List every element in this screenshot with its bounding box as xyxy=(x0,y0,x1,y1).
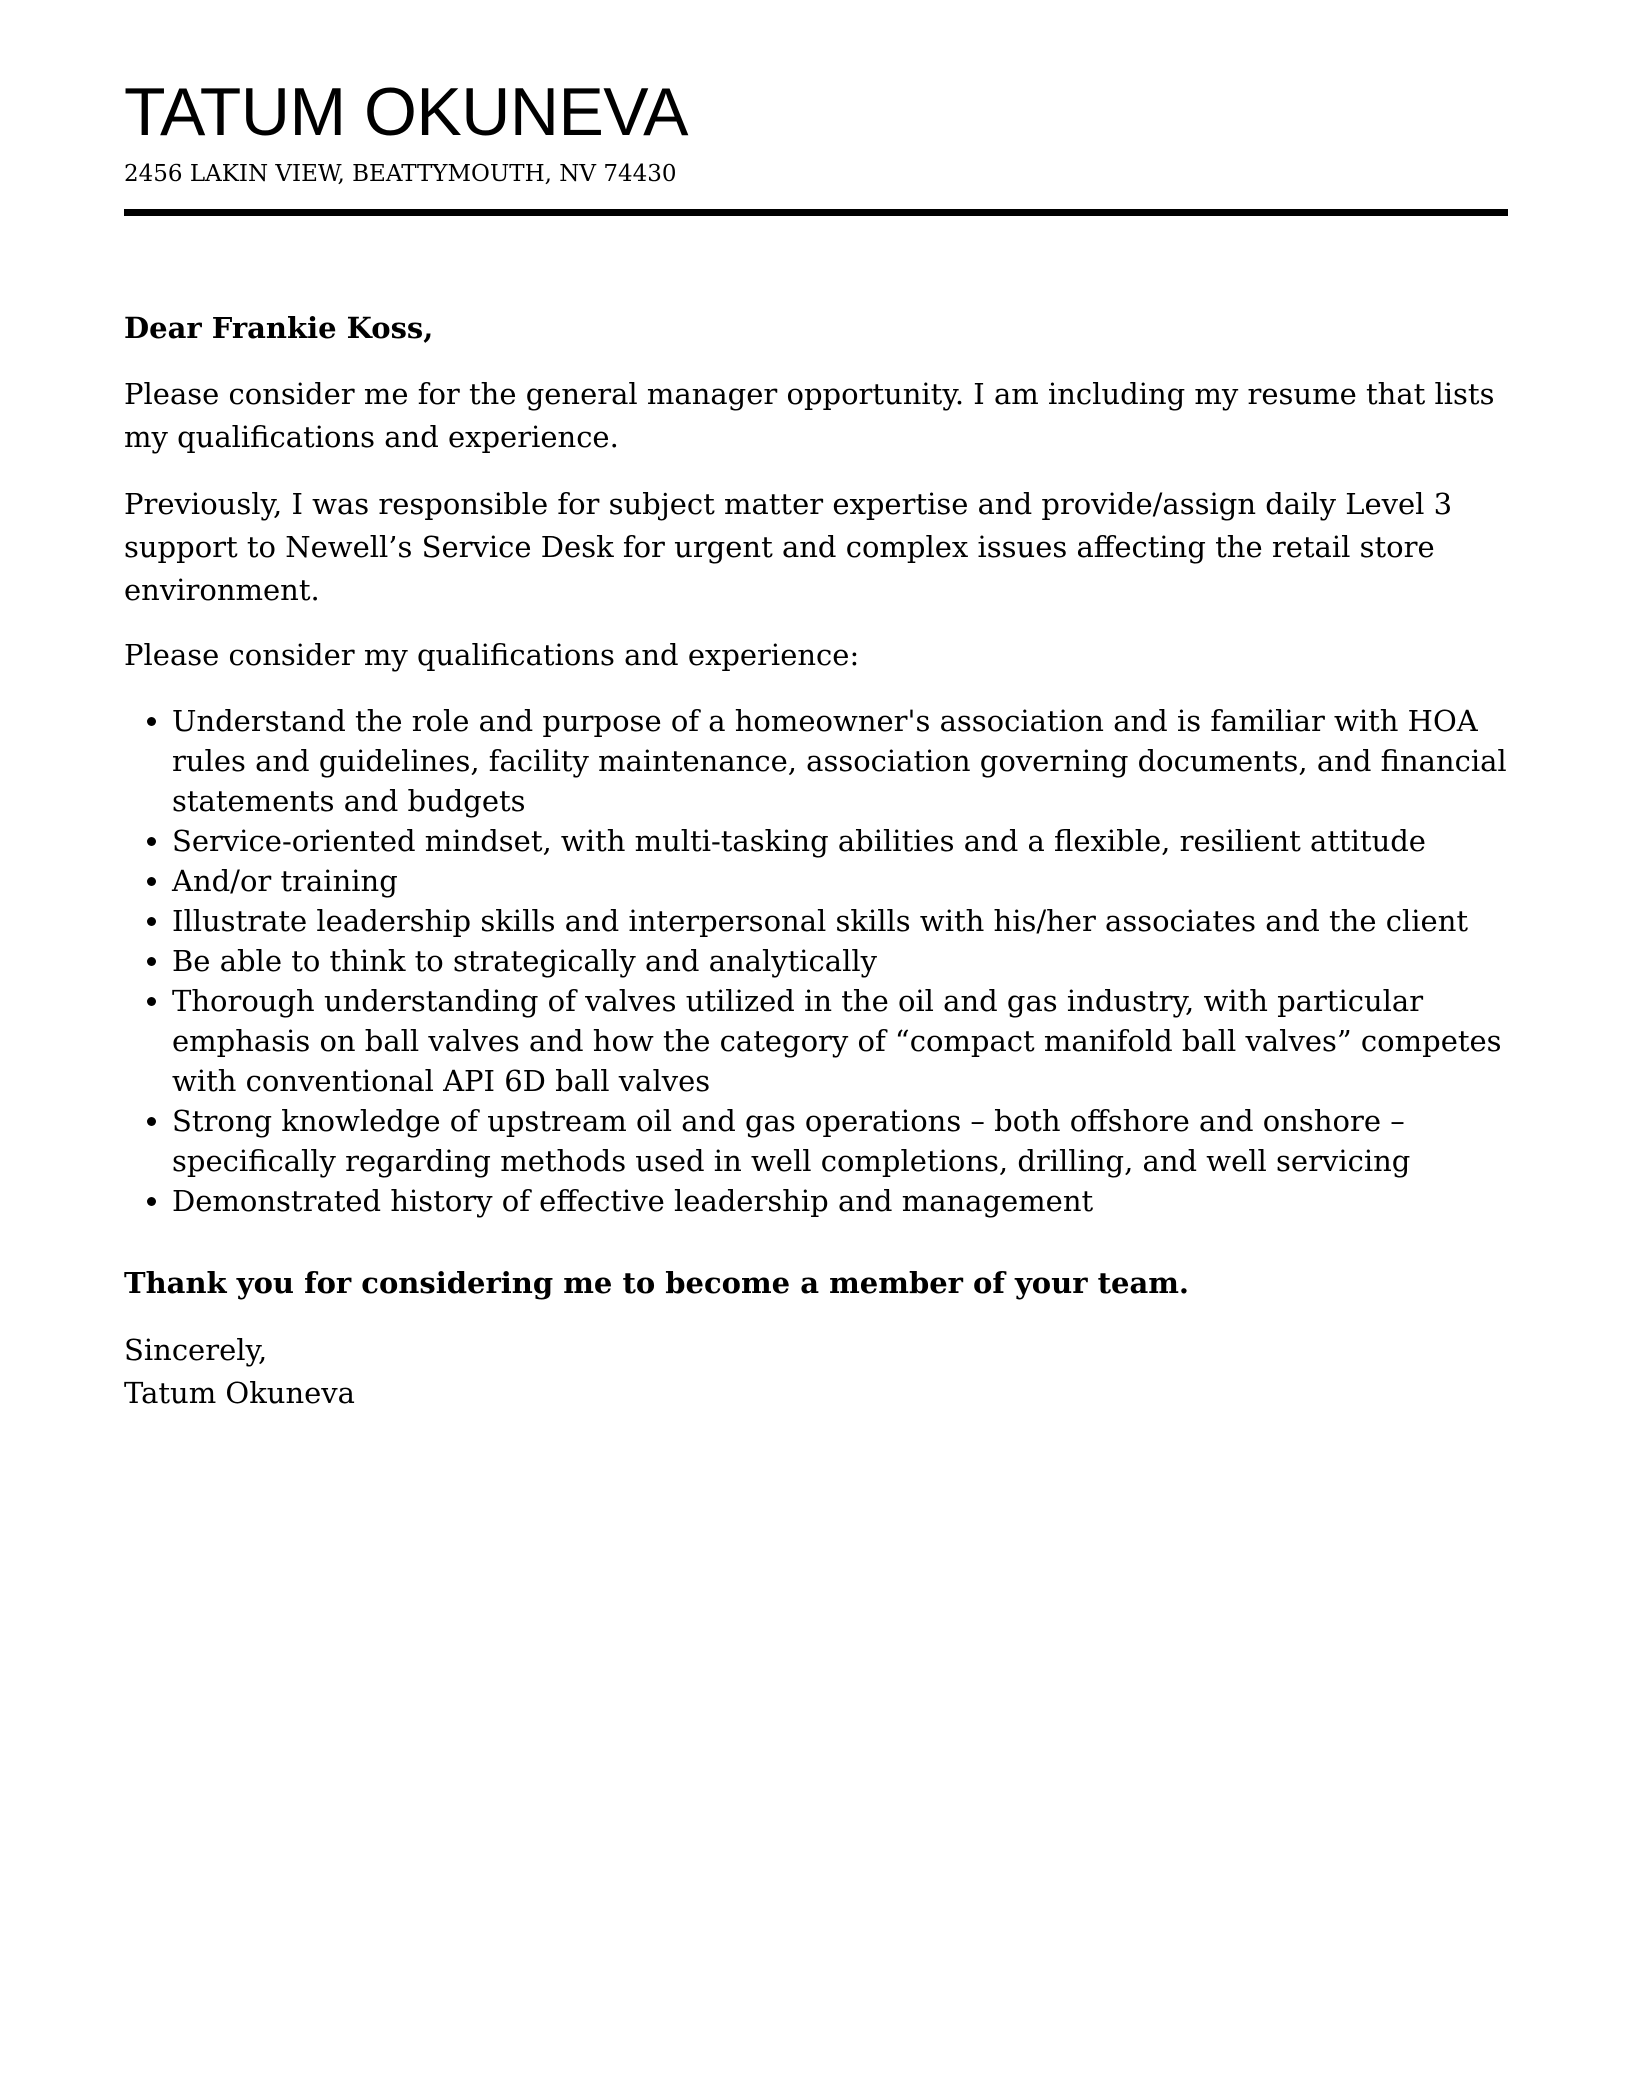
salutation: Dear Frankie Koss, xyxy=(124,310,434,345)
list-item: • And/or training xyxy=(172,861,1508,901)
letter-body xyxy=(124,311,1508,1415)
list-item: • Thorough understanding of valves utilized in the oil and gas industry, with particular emphasis on ball valves and how the category of “compact manifold ball valves” competes with conventional API 6D ball valves xyxy=(172,981,1508,1101)
list-item: • Understand the role and purpose of a homeowner's association and is familiar with HOA rules and guidelines, facility maintenance, association governing documents, and financial statements and budgets xyxy=(172,701,1508,821)
closing-statement: Thank you for considering me to become a member of your team. xyxy=(124,1266,1190,1301)
qualifications-list xyxy=(124,701,1508,1221)
cover-letter-page xyxy=(124,0,1508,1415)
list-item: • Be able to think to strategically and analytically xyxy=(172,941,1508,981)
intro-paragraph: Please consider me for the general manager opportunity. I am including my resume that lists my qualifications and experience. xyxy=(124,377,1495,455)
list-item: • Service-oriented mindset, with multi-tasking abilities and a flexible, resilient attitude xyxy=(172,821,1508,861)
signature-name: Tatum Okuneva xyxy=(124,1376,355,1411)
applicant-address: 2456 LAKIN VIEW, BEATTYMOUTH, NV 74430 xyxy=(124,161,677,187)
list-item: • Illustrate leadership skills and interpersonal skills with his/her associates and the client xyxy=(172,901,1508,941)
applicant-name: TATUM OKUNEVA xyxy=(124,74,688,150)
list-item: • Strong knowledge of upstream oil and gas operations – both offshore and onshore – specifically regarding methods used in well completions, drilling, and well servicing xyxy=(172,1101,1508,1181)
signoff: Sincerely, xyxy=(124,1333,268,1368)
qualifications-intro: Please consider my qualifications and experience: xyxy=(124,638,860,673)
header-divider xyxy=(124,209,1508,216)
list-item: • Demonstrated history of effective leadership and management xyxy=(172,1181,1508,1221)
signoff-block xyxy=(124,1329,1508,1415)
experience-paragraph: Previously, I was responsible for subject matter expertise and provide/assign daily Level 3 support to Newell’s Service Desk for urgent and complex issues affecting the retail store environment. xyxy=(124,487,1453,608)
